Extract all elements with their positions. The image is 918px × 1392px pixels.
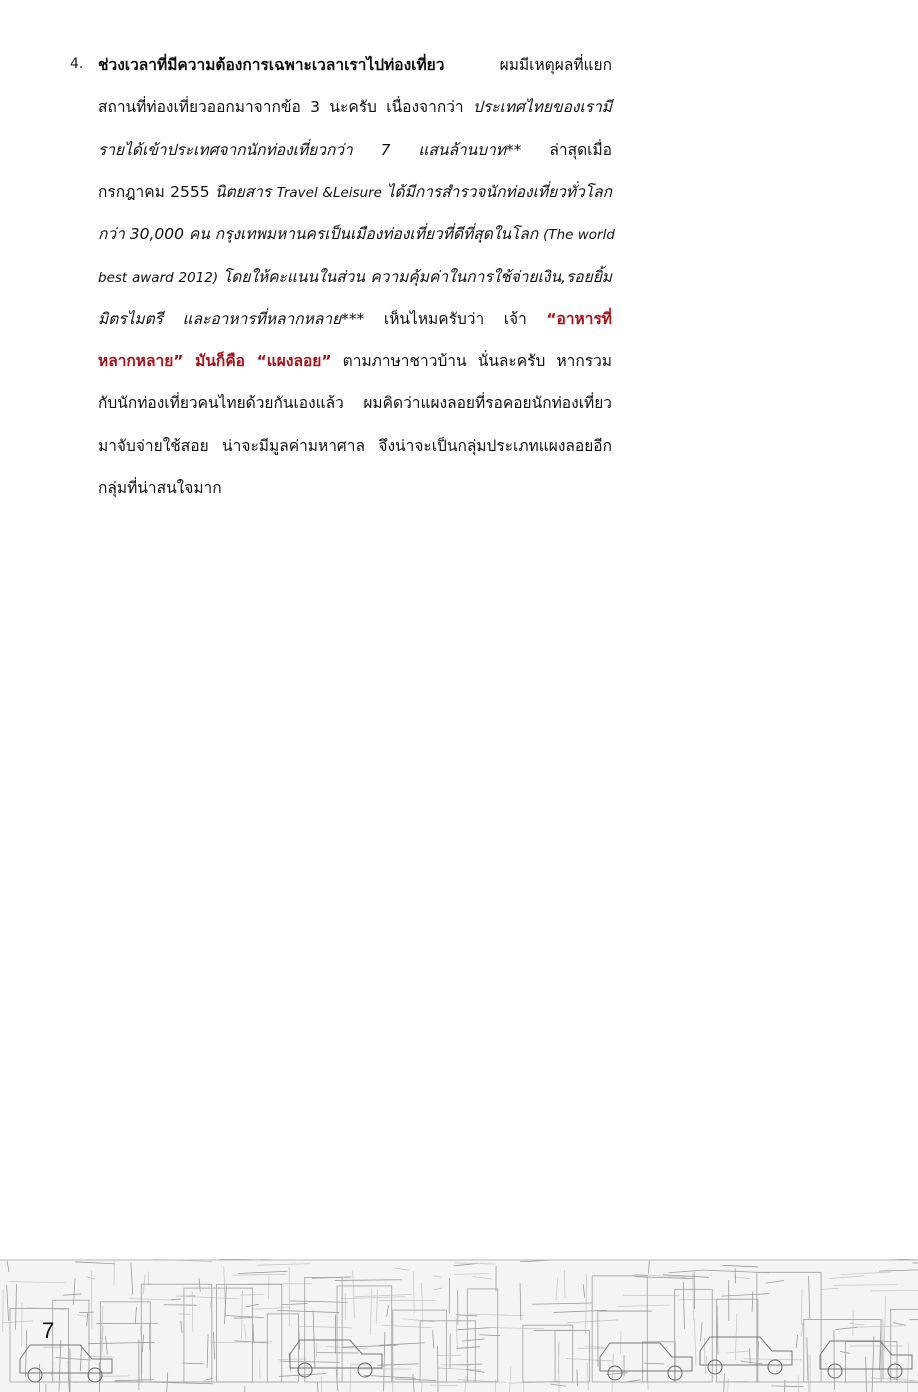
highlight-text: “อาหารที่ bbox=[546, 309, 612, 328]
paragraph-line bbox=[98, 388, 612, 418]
text-run: นิตยสาร bbox=[215, 182, 277, 201]
text-run: (The world bbox=[543, 227, 615, 244]
text-run: กว่า 30,000 คน กรุงเทพมหานครเป็นเมืองท่องเที่ยวที่ดีที่สุดในโลก bbox=[98, 225, 544, 244]
text-run: มาจับจ่ายใช้สอย น่าจะมีมูลค่ามหาศาล จึงน่าจะเป็นกลุ่มประเภทแผงลอยอีก bbox=[98, 436, 612, 455]
text-run: เห็นไหมครับว่า เจ้า bbox=[364, 309, 547, 328]
paragraph-line bbox=[98, 92, 612, 122]
text-run: มิตรไมตรี และอาหารที่หลากหลาย*** bbox=[98, 309, 365, 328]
text-run: รายได้เข้าประเทศจากนักท่องเที่ยวกว่า 7 แสนล้านบาท** bbox=[98, 140, 522, 159]
street-scene-banner bbox=[0, 1259, 918, 1392]
text-run: กลุ่มที่น่าสนใจมาก bbox=[98, 479, 222, 497]
paragraph-line bbox=[98, 431, 612, 461]
text-run: สถานที่ท่องเที่ยวออกมาจากข้อ 3 นะครับ เนื่องจากว่า bbox=[98, 98, 474, 117]
paragraph-line bbox=[98, 346, 612, 376]
text-run: ล่าสุดเมื่อ bbox=[521, 140, 612, 159]
text-run: กับนักท่องเที่ยวคนไทยด้วยกันเองแล้ว ผมคิดว่าแผงลอยที่รอคอยนักท่องเที่ยว bbox=[98, 394, 612, 413]
text-run: ประเทศไทยของเรามี bbox=[473, 98, 612, 117]
paragraph-line bbox=[98, 304, 612, 334]
paragraph-line bbox=[98, 135, 612, 165]
text-run: โดยให้คะแนนในส่วน ความคุ้มค่าในการใช้จ่ายเงิน,รอยยิ้ม bbox=[222, 267, 613, 286]
paragraph-line bbox=[98, 219, 615, 249]
page-number: 7 bbox=[42, 1318, 55, 1343]
paragraph-line bbox=[98, 262, 612, 292]
highlight-text: หลากหลาย” มันก็คือ “แผงลอย” bbox=[98, 352, 332, 371]
text-run: ช่วงเวลาที่มีความต้องการเฉพาะเวลาเราไปท่องเที่ยว bbox=[98, 56, 445, 74]
text-run: ได้มีการสำรวจนักท่องเที่ยวทั่วโลก bbox=[386, 182, 613, 201]
text-run: กรกฎาคม 2555 bbox=[98, 182, 215, 201]
text-run: ผมมีเหตุผลที่แยก bbox=[444, 56, 612, 74]
text-run: ตามภาษาชาวบ้าน นั่นละครับ หากรวม bbox=[331, 352, 612, 371]
list-item-number: 4. bbox=[70, 56, 84, 72]
paragraph-line bbox=[98, 177, 612, 207]
paragraph-line bbox=[98, 473, 612, 503]
text-run: best award 2012) bbox=[98, 269, 223, 286]
text-run: Travel &Leisure bbox=[276, 184, 387, 201]
street-scene-sketch-icon bbox=[0, 1259, 918, 1392]
paragraph-line bbox=[98, 50, 612, 80]
